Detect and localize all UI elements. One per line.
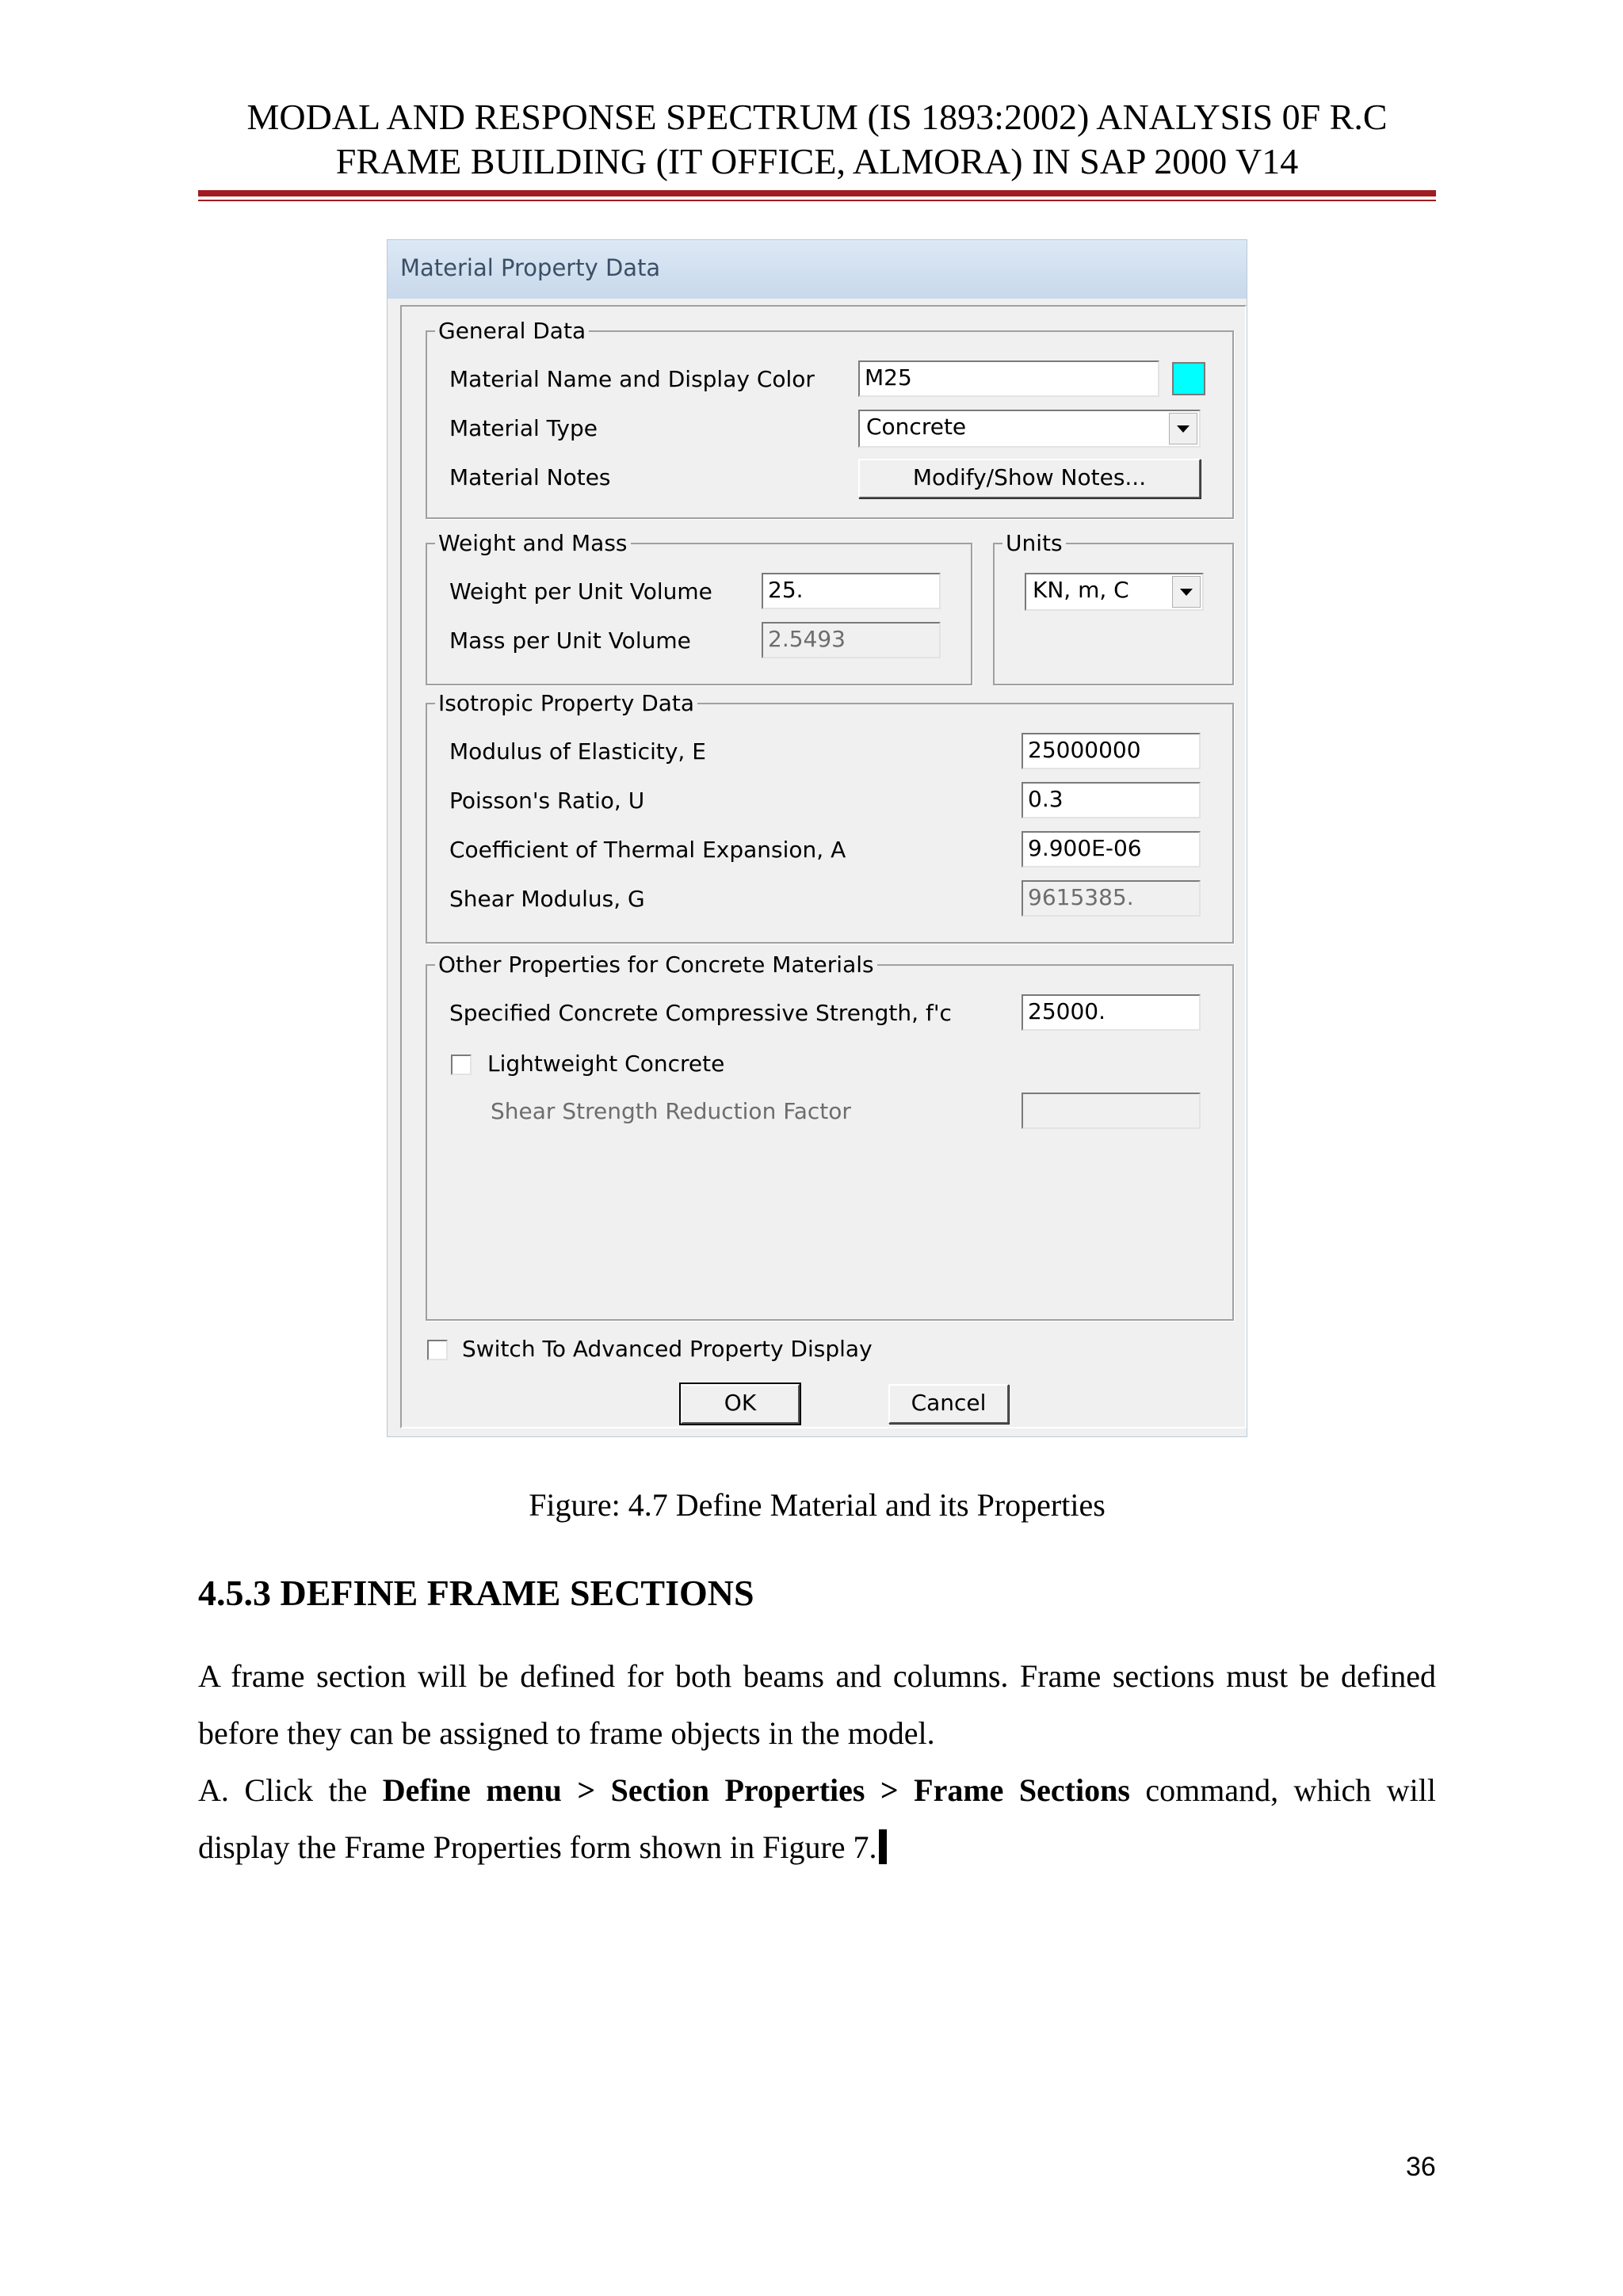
isotropic-legend: Isotropic Property Data xyxy=(435,691,697,716)
lightweight-concrete-label: Lightweight Concrete xyxy=(487,1051,725,1077)
shear-reduction-factor-label: Shear Strength Reduction Factor xyxy=(491,1098,851,1124)
shear-modulus-label: Shear Modulus, G xyxy=(449,886,645,912)
chevron-down-icon[interactable] xyxy=(1172,576,1201,608)
material-name-input[interactable]: M25 xyxy=(858,360,1159,397)
dialog-body xyxy=(400,305,1247,1428)
paragraph-2-start: A. Click the xyxy=(198,1772,383,1808)
weight-mass-group xyxy=(426,530,972,685)
header-line-1: MODAL AND RESPONSE SPECTRUM (IS 1893:2002) ANALYSIS 0F R.C xyxy=(246,97,1388,137)
section-heading: 4.5.3 DEFINE FRAME SECTIONS xyxy=(198,1573,754,1613)
weight-mass-legend: Weight and Mass xyxy=(435,531,631,556)
advanced-display-checkbox[interactable] xyxy=(427,1340,448,1360)
dialog-title-bar[interactable] xyxy=(388,240,1247,299)
weight-per-unit-volume-input[interactable]: 25. xyxy=(762,573,941,609)
paragraph-2-menu-path: Define menu > Section Properties > Frame Sections xyxy=(382,1772,1130,1808)
text-cursor-icon xyxy=(879,1829,887,1864)
thermal-expansion-input[interactable]: 9.900E-06 xyxy=(1022,831,1201,868)
page-header xyxy=(198,95,1436,184)
material-name-label: Material Name and Display Color xyxy=(449,366,815,392)
material-type-label: Material Type xyxy=(449,415,598,441)
general-data-legend: General Data xyxy=(435,318,589,344)
compressive-strength-input[interactable]: 25000. xyxy=(1022,994,1201,1031)
dialog-title: Material Property Data xyxy=(400,254,661,281)
modulus-of-elasticity-label: Modulus of Elasticity, E xyxy=(449,738,706,765)
paragraph-2 xyxy=(198,1762,1436,1876)
mass-per-unit-volume-input: 2.5493 xyxy=(762,622,941,658)
header-rule-thin xyxy=(198,200,1436,201)
material-type-select[interactable] xyxy=(858,410,1201,448)
header-rule xyxy=(198,190,1436,196)
units-group xyxy=(993,530,1234,685)
poissons-ratio-input[interactable]: 0.3 xyxy=(1022,782,1201,818)
modify-show-notes-button[interactable]: Modify/Show Notes... xyxy=(858,459,1201,498)
display-color-swatch[interactable] xyxy=(1172,362,1205,395)
material-type-value: Concrete xyxy=(866,414,967,440)
paragraph-1: A frame section will be defined for both beams and columns. Frame sections must be defined before they can be assigned to frame objects in the model. xyxy=(198,1658,1436,1751)
figure-caption: Figure: 4.7 Define Material and its Properties xyxy=(529,1487,1106,1523)
general-data-group xyxy=(426,318,1234,519)
shear-reduction-factor-input xyxy=(1022,1093,1201,1129)
units-legend: Units xyxy=(1002,531,1066,556)
concrete-legend: Other Properties for Concrete Materials xyxy=(435,952,877,978)
chevron-down-icon[interactable] xyxy=(1169,413,1197,444)
weight-per-unit-volume-label: Weight per Unit Volume xyxy=(449,578,712,605)
poissons-ratio-label: Poisson's Ratio, U xyxy=(449,788,645,814)
body-text xyxy=(198,1648,1436,1876)
mass-per-unit-volume-label: Mass per Unit Volume xyxy=(449,627,691,654)
ok-button[interactable]: OK xyxy=(681,1384,800,1424)
paragraph-2-end: command, which will display the Frame Properties form shown in Figure 7. xyxy=(198,1772,1436,1865)
modulus-of-elasticity-input[interactable]: 25000000 xyxy=(1022,733,1201,769)
thermal-expansion-label: Coefficient of Thermal Expansion, A xyxy=(449,837,846,863)
shear-modulus-input: 9615385. xyxy=(1022,880,1201,917)
cancel-button[interactable]: Cancel xyxy=(888,1384,1009,1424)
material-property-dialog xyxy=(387,239,1247,1437)
material-notes-label: Material Notes xyxy=(449,464,611,490)
units-select[interactable] xyxy=(1025,573,1204,611)
units-value: KN, m, C xyxy=(1033,577,1129,603)
page-number: 36 xyxy=(1406,2152,1436,2182)
isotropic-property-group xyxy=(426,690,1234,944)
compressive-strength-label: Specified Concrete Compressive Strength, f'c xyxy=(449,1000,952,1026)
lightweight-concrete-checkbox[interactable] xyxy=(451,1055,472,1075)
advanced-display-label: Switch To Advanced Property Display xyxy=(462,1336,873,1362)
concrete-properties-group xyxy=(426,952,1234,1321)
header-line-2: FRAME BUILDING (IT OFFICE, ALMORA) IN SAP 2000 V14 xyxy=(335,141,1299,181)
